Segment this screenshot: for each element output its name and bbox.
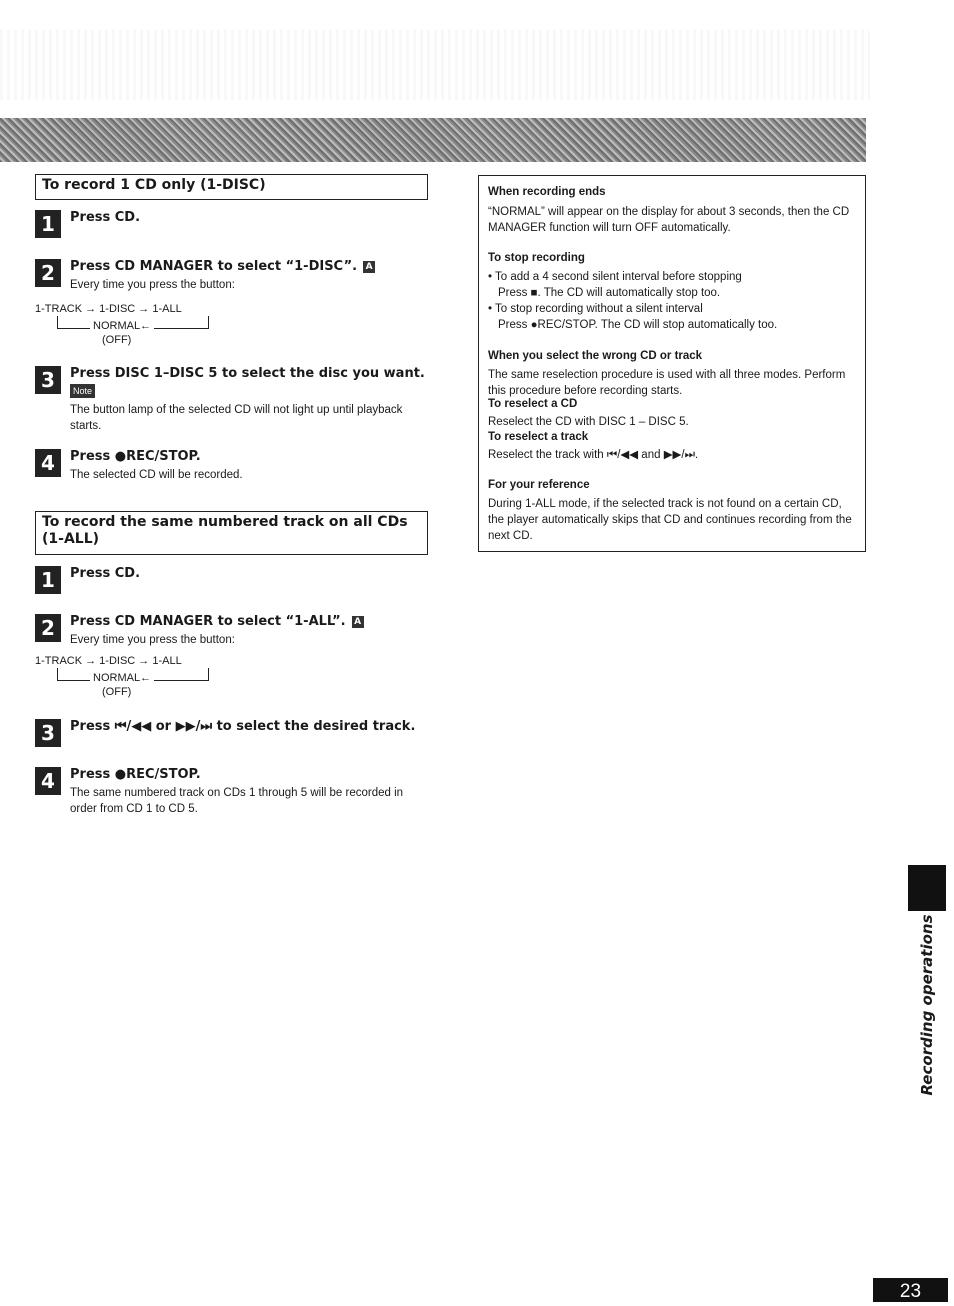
step-number-badge: 2 [35,614,61,642]
stop-text-3: • To stop recording without a silent interval [488,303,703,315]
reselect-track-text: Reselect the track with ⏮/◀◀ and ▶▶/⏭. [488,449,699,461]
side-section-label: Recording operations [918,914,936,1096]
stop-text-2: Press ■. The CD will automatically stop too. [498,287,721,299]
side-tab-marker [908,865,946,911]
page-number: 23 [873,1278,948,1302]
stop-text-4: Press ●REC/STOP. The CD will stop automatically too. [498,319,778,331]
reselect-cd-text: Reselect the CD with DISC 1 – DISC 5. [488,416,689,428]
step-number-badge: 1 [35,210,61,238]
flow-off: (OFF) [102,686,132,698]
flow-line: 1-TRACK → 1-DISC → 1-ALL [35,655,182,667]
reselect-track-heading: To reselect a track [488,431,589,443]
flow-line: 1-TRACK → 1-DISC → 1-ALL [35,303,182,315]
flow-normal: NORMAL← [90,671,154,685]
s2-mode-flow [35,654,235,698]
step-body: The same numbered track on CDs 1 through 5 will be recorded in order from CD 1 to CD 5. [70,787,404,815]
reselect-cd-heading: To reselect a CD [488,398,578,410]
note-label: Note [70,384,95,398]
step-title: Press ●REC/STOP. [70,449,201,464]
step-title: Press CD MANAGER to select “1-DISC”. A [70,259,375,274]
step-title: Press DISC 1–DISC 5 to select the disc you want. [70,366,425,381]
step-title: Press CD. [70,566,141,581]
stop-text-1: • To add a 4 second silent interval before stopping [488,271,742,283]
reference-text: During 1-ALL mode, if the selected track is not found on a certain CD, the player automatically skips that CD and continues recording from the next CD. [488,498,852,542]
step-body: The selected CD will be recorded. [70,469,243,481]
when-ends-text: “NORMAL” will appear on the display for about 3 seconds, then the CD MANAGER function will turn OFF automatically. [488,206,850,234]
stop-heading: To stop recording [488,252,585,264]
step-number-badge: 4 [35,767,61,795]
wrong-heading: When you select the wrong CD or track [488,350,703,362]
header-band [0,118,866,162]
step-title: Press ⏮/◀◀ or ▶▶/⏭ to select the desired track. [70,719,416,734]
step-title: Press CD. [70,210,141,225]
wrong-text: The same reselection procedure is used with all three modes. Perform this procedure before recording starts. [488,369,846,397]
when-ends-heading: When recording ends [488,186,606,198]
ref-a-icon: A [352,616,364,628]
section-title-1-all: To record the same numbered track on all CDs (1-ALL) [35,511,428,555]
step-body: Every time you press the button: [70,279,235,291]
flow-off: (OFF) [102,334,132,346]
flow-normal: NORMAL← [90,319,154,333]
reference-heading: For your reference [488,479,590,491]
step-number-badge: 4 [35,449,61,477]
step-number-badge: 1 [35,566,61,594]
ref-a-icon: A [363,261,375,273]
step-title: Press CD MANAGER to select “1-ALL”. A [70,614,364,629]
step-number-badge: 3 [35,719,61,747]
info-box [478,175,866,552]
step-number-badge: 3 [35,366,61,394]
s1-mode-flow [35,302,235,346]
section-title-1-disc: To record 1 CD only (1-DISC) [35,174,428,200]
step-body: Every time you press the button: [70,634,235,646]
top-texture [0,30,870,100]
step-body: The button lamp of the selected CD will not light up until playback starts. [70,404,403,432]
step-number-badge: 2 [35,259,61,287]
step-title: Press ●REC/STOP. [70,767,201,782]
